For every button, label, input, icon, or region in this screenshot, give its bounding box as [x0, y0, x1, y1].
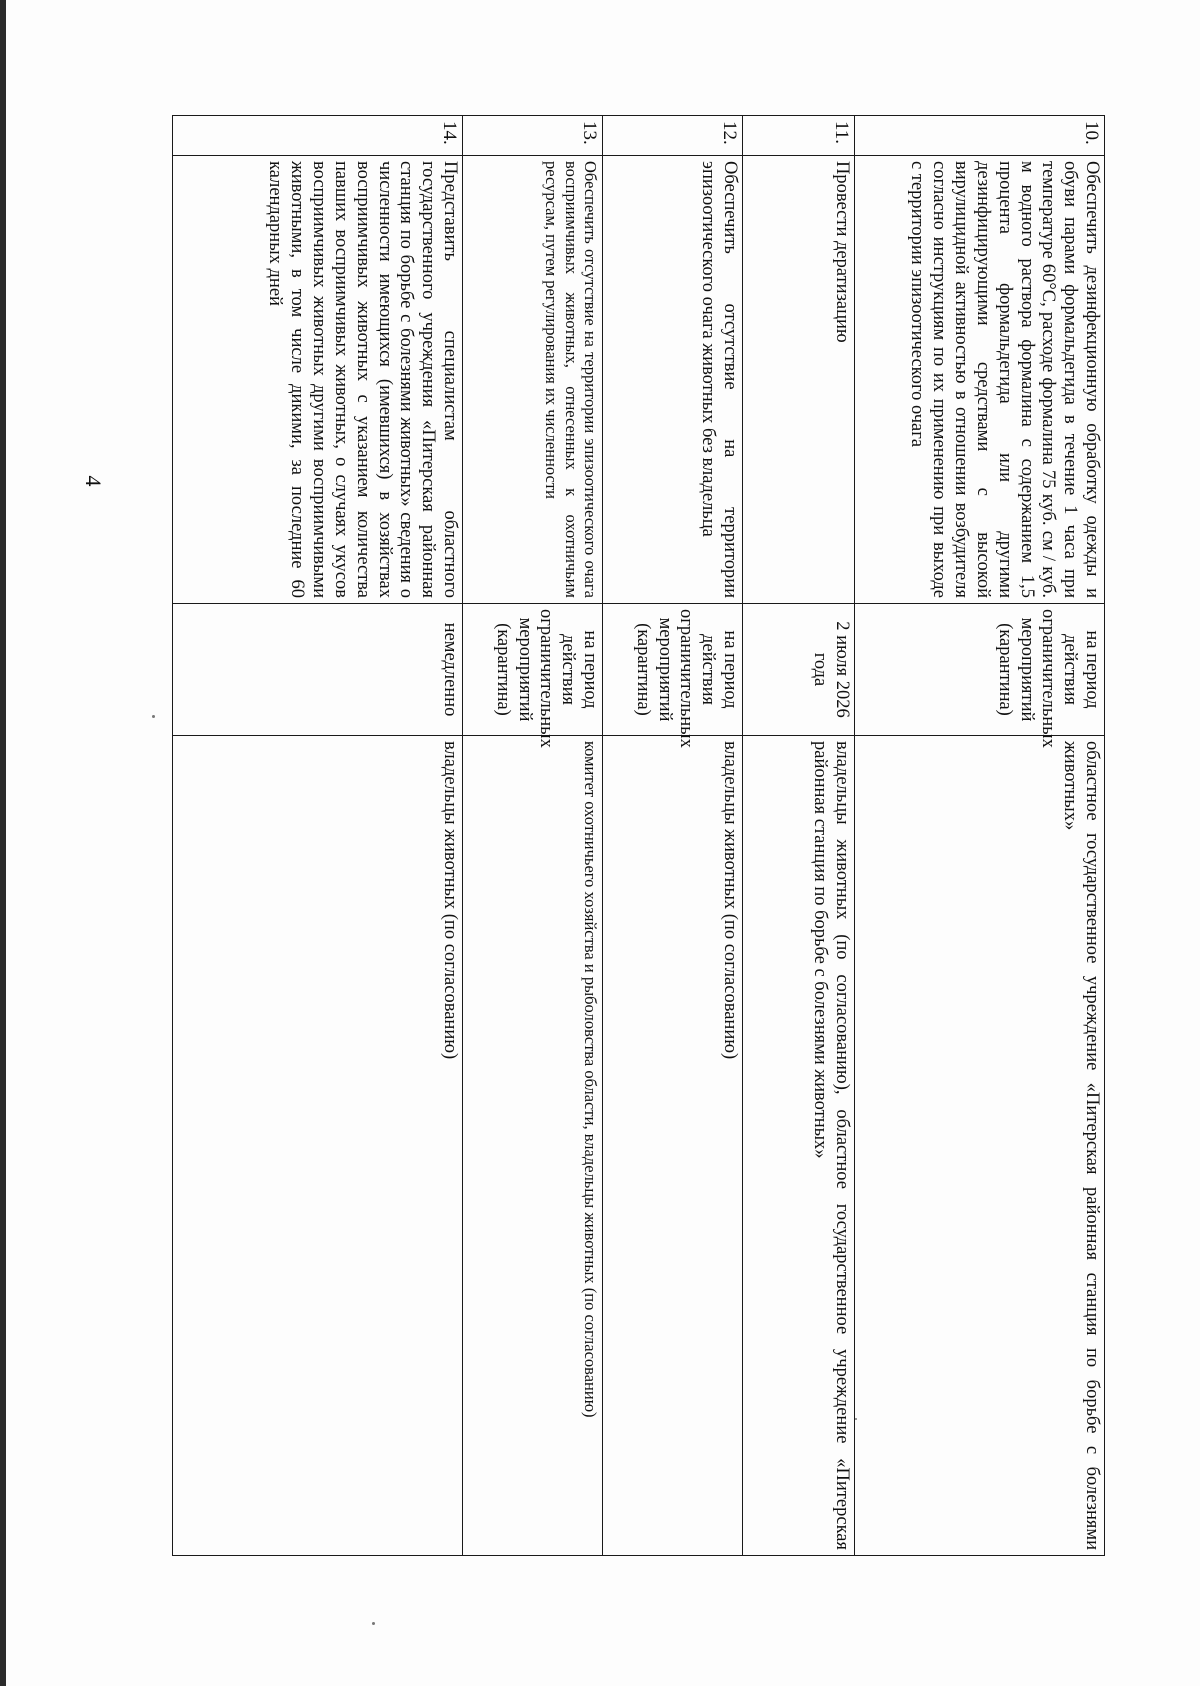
action-cell: Обеспечить отсутствие на территории эпизоотического очага восприимчивых животных, отнесенных к охотничьим ресурсам, путем регулирования их численности [463, 156, 603, 604]
row-number: 14. [173, 116, 463, 156]
row-number: 13. [463, 116, 603, 156]
scan-edge [0, 0, 6, 1686]
action-cell: Представить специалистам областного государственного учреждения «Питерская районная станция по борьбе с болезнями животных» сведения о численности имеющихся (имевшихся) в хозяйствах восприимчивых животных с указанием количества павших восприимчивых животных, о случаях укусов восприимчивых животных другими восприимчивыми животными, в том числе дикими, за последние 60 календарных дней [173, 156, 463, 604]
term-cell: 2 июля 2026 года [743, 604, 855, 736]
table-row [743, 116, 855, 1556]
action-cell: Обеспечить дезинфекционную обработку одежды и обуви парами формальдегида в течение 1 часа при температуре 60°С, расходе формалина 75 куб. см / куб. м водного раствора формалина с содержанием 1,5 процента формальдегида или другими дезинфицирующими средствами с высокой вирулицидной активностью в отношении возбудителя согласно инструкциям по их применению при выходе с территории эпизоотического очага [855, 156, 1105, 604]
table-row [173, 116, 463, 1556]
term-cell: на период действия ограничительных мероприятий (карантина) [855, 604, 1105, 736]
term-cell: немедленно [173, 604, 463, 736]
table-row [855, 116, 1105, 1556]
action-cell: Провести дератизацию [743, 156, 855, 604]
responsible-cell: владельцы животных (по согласованию) [603, 736, 743, 1556]
action-cell: Обеспечить отсутствие на территории эпизоотического очага животных без владельца [603, 156, 743, 604]
measures-table [172, 115, 1105, 1556]
responsible-cell: владельцы животных (по согласованию), областное государственное учреждение «Питерская районная станция по борьбе с болезнями животных» [743, 736, 855, 1556]
term-cell: на период действия ограничительных мероприятий (карантина) [463, 604, 603, 736]
page-number: 4 [81, 475, 106, 487]
responsible-cell: владельцы животных (по согласованию) [173, 736, 463, 1556]
rotated-table-wrapper [173, 115, 1105, 1555]
scan-speck [152, 715, 155, 718]
table-row [603, 116, 743, 1556]
responsible-cell: областное государственное учреждение «Питерская районная станция по борьбе с болезнями животных» [855, 736, 1105, 1556]
row-number: 10. [855, 116, 1105, 156]
responsible-cell: комитет охотничьего хозяйства и рыболовства области, владельцы животных (по согласованию) [463, 736, 603, 1556]
scan-speck [372, 1622, 375, 1625]
row-number: 11. [743, 116, 855, 156]
row-number: 12. [603, 116, 743, 156]
term-cell: на период действия ограничительных мероприятий (карантина) [603, 604, 743, 736]
table-row [463, 116, 603, 1556]
